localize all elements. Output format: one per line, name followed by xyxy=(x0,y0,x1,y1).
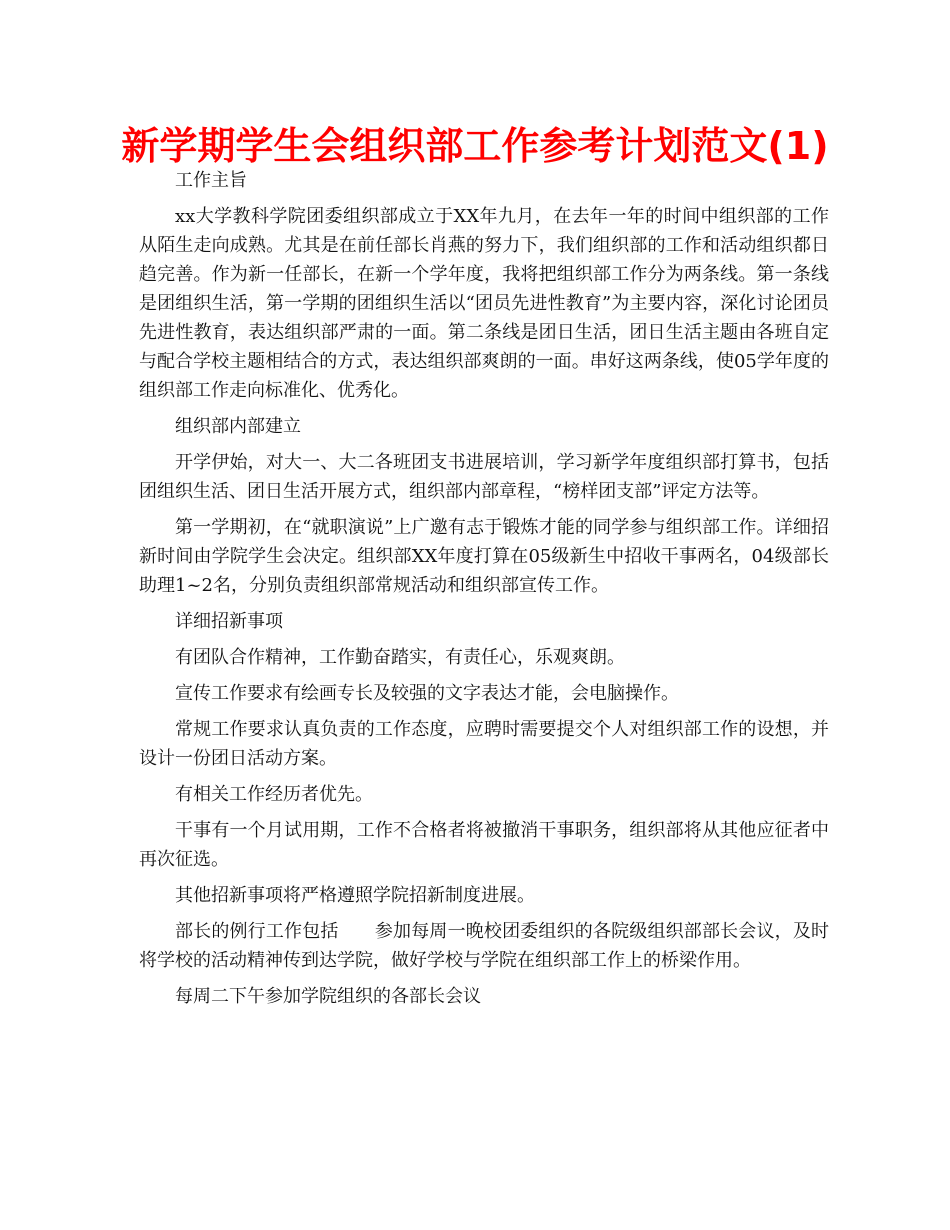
paragraph-section-heading: 工作主旨 xyxy=(175,170,247,191)
paragraph: 开学伊始，对大一、大二各班团支书进展培训，学习新学年度组织部打算书，包括团组织生活、团日生活开展方式，组织部内部章程，“榜样团支部”评定方法等。 xyxy=(139,452,829,502)
document-body xyxy=(139,166,829,1011)
paragraph-section-heading: 详细招新事项 xyxy=(175,611,283,632)
paragraph: 第一学期初，在“就职演说”上广邀有志于锻炼才能的同学参与组织部工作。详细招新时间由学院学生会决定。组织部XX年度打算在05级新生中招收干事两名，04级部长助理1~2名，分别负责组织部常规活动和组织部宣传工作。 xyxy=(139,517,829,596)
paragraph: 有团队合作精神，工作勤奋踏实，有责任心，乐观爽朗。 xyxy=(175,647,625,668)
paragraph-section-heading: 组织部内部建立 xyxy=(175,416,301,437)
paragraph: xx大学教科学院团委组织部成立于XX年九月，在去年一年的时间中组织部的工作从陌生走向成熟。尤其是在前任部长肖燕的努力下，我们组织部的工作和活动组织都日趋完善。作为新一任部长，在新一个学年度，我将把组织部工作分为两条线。第一条线是团组织生活，第一学期的团组织生活以“团员先进性教育”为主要内容，深化讨论团员先进性教育，表达组织部严肃的一面。第二条线是团日生活，团日生活主题由各班自定与配合学校主题相结合的方式，表达组织部爽朗的一面。串好这两条线，使05学年度的组织部工作走向标准化、优秀化。 xyxy=(139,206,829,401)
paragraph: 宣传工作要求有绘画专长及较强的文字表达才能，会电脑操作。 xyxy=(175,683,679,704)
paragraph: 部长的例行工作包括 参加每周一晚校团委组织的各院级组织部部长会议，及时将学校的活动精神传到达学院，做好学校与学院在组织部工作上的桥梁作用。 xyxy=(139,921,829,971)
paragraph: 其他招新事项将严格遵照学院招新制度进展。 xyxy=(175,885,535,906)
paragraph: 常规工作要求认真负责的工作态度，应聘时需要提交个人对组织部工作的设想，并设计一份团日活动方案。 xyxy=(139,719,829,769)
paragraph: 干事有一个月试用期，工作不合格者将被撤消干事职务，组织部将从其他应征者中再次征选。 xyxy=(139,820,829,870)
paragraph: 每周二下午参加学院组织的各部长会议 xyxy=(175,986,481,1007)
paragraph: 有相关工作经历者优先。 xyxy=(175,784,373,805)
document-title: 新学期学生会组织部工作参考计划范文(1) xyxy=(121,124,829,168)
